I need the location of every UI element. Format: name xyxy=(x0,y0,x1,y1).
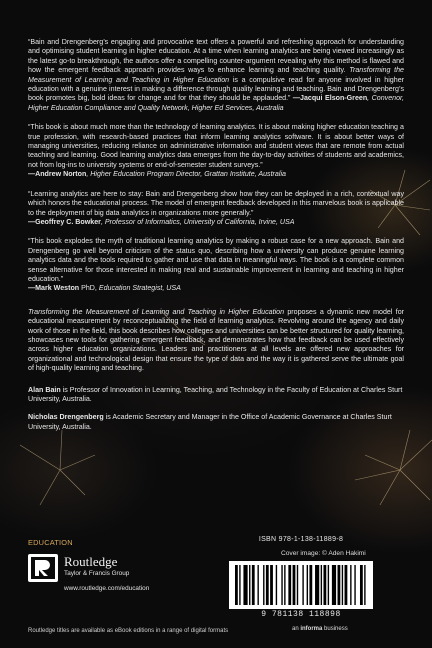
barcode-bar xyxy=(293,565,296,605)
book-description: Transforming the Measurement of Learning and Teaching in Higher Education proposes a dynamic new model for educational measurement by reconceptualizing the field of learning analytics. Revolving around the agency and daily work of those in the field, this book describes how colleges and universities can be better structured for quality learning, showcases new tools for gathering emergent feedback, and demonstrates how that feedback can be used effectively across higher education organizations. Leaders and practitioners at all levels are offered new approaches for organizational and technological design that ensure the type of data and the way it is gathered serve the ultimate goal of high-quality learning and teaching. xyxy=(28,307,404,373)
barcode-digits: 9 781138 118898 xyxy=(261,610,341,619)
publisher-logo xyxy=(28,552,188,596)
barcode-bar xyxy=(328,565,329,605)
barcode-bar xyxy=(350,565,351,605)
endorser-role: , Convenor, Higher Education Compliance and Quality Network, Higher Ed Services, Australia xyxy=(28,94,404,112)
informa-business-label: an informa business xyxy=(292,626,348,632)
cover-image-credit: Cover image: © Aden Hakimi xyxy=(281,550,366,557)
endorser-role: Education Strategist, USA xyxy=(98,284,181,293)
barcode-bar xyxy=(249,565,250,605)
endorser-role: , Higher Education Program Director, Grattan Institute, Australia xyxy=(86,170,286,179)
isbn-label: ISBN 978-1-138-11889-8 xyxy=(258,536,344,543)
endorser-name: —Mark Weston xyxy=(28,284,80,293)
barcode-bar xyxy=(284,565,285,605)
barcode-bar xyxy=(360,565,363,605)
barcode-bar xyxy=(302,565,303,605)
barcode-bar xyxy=(321,565,322,605)
endorsement-quote-2: “This book is about much more than the technology of learning analytics. It is about making higher education teaching a true profession, with research-based practices that inform learning analytics software. It is about better ways of managing universities, reducing reliance on administrative information and student views that are remote from actual teaching and learning. Good learning analytics data emerges from the day-to-day activities of students and academics, not from log-ins to university systems or end-of-semester student surveys.” —Andrew Norton, Higher Education Program Director, Grattan Institute, Australia xyxy=(28,123,404,179)
barcode-bar xyxy=(239,565,240,605)
publisher-group: Taylor & Francis Group xyxy=(64,570,130,577)
barcode-bar xyxy=(276,565,277,605)
endorser-name: —Andrew Norton xyxy=(28,170,87,179)
publisher-name: Routledge xyxy=(64,554,118,569)
barcode-bar xyxy=(288,565,291,605)
barcode-image xyxy=(229,561,373,609)
barcode-bar xyxy=(342,565,343,605)
routledge-logo-icon xyxy=(28,554,58,582)
endorsement-quote-3: “Learning analytics are here to stay: Bain and Drengenberg show how they can be deployed in a rich, contextual way which honors the educational process. The model of emergent feedback developed in this marvelous book is applicable to the deployment of big data analytics in organizations more generally.” —Geoffrey C. Bowker, Professor of Informatics, University of California, Irvine, USA xyxy=(28,189,404,226)
barcode-bar xyxy=(338,565,341,605)
barcode-bar xyxy=(345,565,348,605)
back-cover-text xyxy=(28,38,404,441)
barcode-bar xyxy=(243,565,247,605)
barcode-bar xyxy=(323,565,326,605)
book-title-italic: Transforming the Measurement of Learning and Teaching in Higher Education xyxy=(28,66,405,84)
endorsement-quote-4: “This book explodes the myth of traditional learning analytics by making a robust case for a new approach. Bain and Drengenberg go well beyond criticism of the status quo, describing how a university can produce genuine learning analytics data and the tools required to gather and use that data in meaningful ways. The book is a complete common sense alternative for those interested in making real and sustainable improvement in learning and teaching in higher education.” —Mark Weston PhD, Education Strategist, USA xyxy=(28,237,404,293)
barcode-bar xyxy=(263,565,264,605)
ebook-availability-note: Routledge titles are available as eBook editions in a range of digital formats xyxy=(28,628,229,634)
barcode-bar xyxy=(307,565,308,605)
barcode-bar xyxy=(364,565,365,605)
barcode-bar xyxy=(252,565,255,605)
isbn-barcode xyxy=(229,536,373,621)
author-bio-1: Alan Bain is Professor of Innovation in Learning, Teaching, and Technology in the Faculty of Education at Charles Sturt University, Australia. xyxy=(28,385,403,403)
barcode-bar xyxy=(354,565,355,605)
author-bio-2: Nicholas Drengenberg is Academic Secretary and Manager in the Office of Academic Governance at Charles Sturt University, Australia. xyxy=(28,413,392,431)
author-name: Nicholas Drengenberg xyxy=(28,413,104,422)
barcode-bar xyxy=(257,565,258,605)
endorser-name: —Geoffrey C. Bowker xyxy=(28,217,101,226)
author-name: Alan Bain xyxy=(28,385,61,394)
endorser-name: —Jacqui Elson-Green xyxy=(292,94,368,103)
barcode-bar xyxy=(332,565,336,605)
endorser-role: , Professor of Informatics, University of California, Irvine, USA xyxy=(100,217,295,226)
barcode-bar xyxy=(235,565,238,605)
book-title-italic: Transforming the Measurement of Learning and Teaching in Higher Education xyxy=(28,307,285,316)
barcode-bar xyxy=(270,565,273,605)
endorsement-quote-1: “Bain and Drengenberg’s engaging and provocative text offers a powerful and refreshing approach for understanding and optimising student learning in higher education. At a time when learning analytics are being viewed increasingly as the latest go-to breakthrough, the authors offer a compelling counter-argument revealing why this method is flawed and how the emergent feedback approach provides ways to enhance learning and teaching quality. Transforming the Measurement of Learning and Teaching in Higher Education is a compulsive read for anyone involved in higher education with a genuine interest in making a difference through quality learning and teaching. Bain and Drengenberg’s book promotes big, bold ideas for change and for that they should be applauded.” —Jacqui Elson-Green, Convenor, Higher Education Compliance and Quality Network, Higher Ed Services, Australia xyxy=(28,38,405,112)
barcode-bar xyxy=(309,565,312,605)
subject-category: EDUCATION xyxy=(28,538,73,547)
barcode-bar xyxy=(297,565,298,605)
barcode-bar xyxy=(281,565,282,605)
barcode-bar xyxy=(315,565,319,605)
barcode-bar xyxy=(266,565,269,605)
publisher-website: www.routledge.com/education xyxy=(64,585,150,592)
